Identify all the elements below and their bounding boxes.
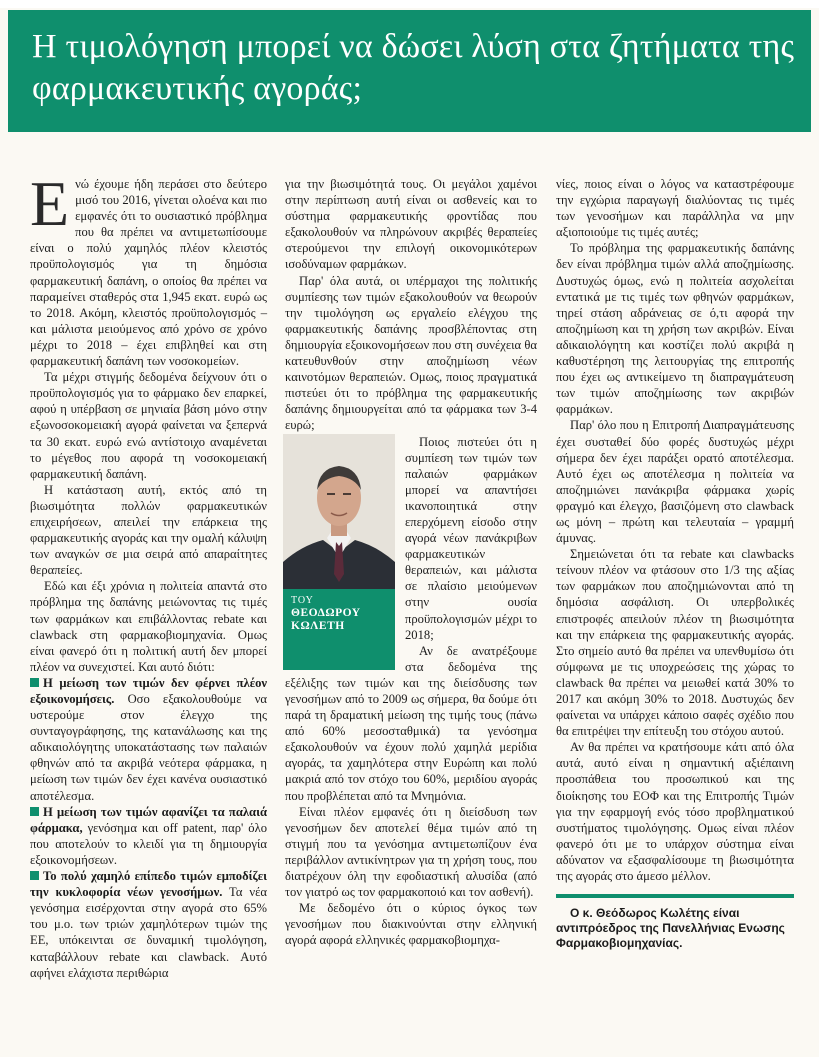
bullet-paragraph xyxy=(30,804,267,868)
bullet-paragraph xyxy=(30,675,267,804)
article-headline: Η τιμολόγηση μπορεί να δώσει λύση στα ζητήματα της φαρμακευτικής αγοράς; xyxy=(32,28,795,107)
bullet-text: γενόσημα και off patent, παρ' όλο που αποτελούν το κλειδί για τη δημιουργία εξοικονομήσεων. xyxy=(30,820,267,867)
bullet-lead: Το πολύ χαμηλό επίπεδο τιμών εμποδίζει την κυκλοφορία νέων γενοσήμων. xyxy=(30,869,267,900)
square-bullet-icon xyxy=(30,871,39,880)
paragraph-text: Παρ' όλα αυτά, οι υπέρμαχοι της πολιτικής συμπίεσης των τιμών εξακολουθούν να θεωρούν την τιμολόγηση ως εργαλείο ελέγχου της φαρμακευτικής δαπάνης προσβλέποντας στη δημιουργία εξοικονομήσεων που στη συνέχεια θα κατευθυνθούν στην αποζημίωση νέων καινοτόμων θεραπειών. Ομως, ποιος πραγματικά πιστεύει ότι το πρόβλημα της φαρμακευτικής δαπάνης δημιουργείται από τα φάρμακα των 3-4 ευρώ; xyxy=(285,273,537,433)
square-bullet-icon xyxy=(30,807,39,816)
article-column-2 xyxy=(285,176,537,949)
paragraph: Ποιος πιστεύει ότι η συμπίεση των τιμών των παλαιών φαρμάκων μπορεί να απαντήσει ικανοποιητικά στην επερχόμενη είσοδο στην αγορά νέων πανάκριβων φαρμακευτικών θεραπειών, και μάλιστα σε πλαίσιο μειούμενων στην ουσία προϋπολογισμών μέχρι το 2018; xyxy=(405,434,537,642)
paragraph xyxy=(30,168,267,369)
paragraph: Είναι πλέον εμφανές ότι η διείσδυση των γενοσήμων δεν αποτελεί θέμα τιμών από τη στιγμή που τα γενόσημα αντιμετωπίζουν ένα περιβάλλον αντικίνητρων για τη χρήση τους, που διατρέχουν όλη την εφοδιαστική αλυσίδα (από τον γιατρό ως τον φαρμακοποιό και τον ασθενή). xyxy=(285,804,537,900)
paragraph-text: νώ έχουμε ήδη περάσει στο δεύτερο μισό του 2016, γίνεται ολοένα και πιο εμφανές ότι το ουσιαστικό πρόβλημα που θα πρέπει να αντιμετωπίσουμε είναι ο πολύ χαμηλός πλέον κλειστός προϋπολογισμός για τη δημόσια φαρμακευτική δαπάνη, ο οποίος θα πρέπει να παραμείνει σταθερός στα 1,945 εκατ. ευρώ ως το 2018. Ακόμη, κλειστός προϋπολογισμός – και μάλιστα μειούμενος από χρόνο σε χρόνο μέχρι το 2018 – έχει επιβληθεί και στη φαρμακευτική δαπάνη των νοσοκομείων. xyxy=(30,177,267,369)
bullet-paragraph xyxy=(30,868,267,981)
paragraph: Παρ' όλο που η Επιτροπή Διαπραγμάτευσης έχει συσταθεί δύο φορές δυστυχώς μέχρι σήμερα δεν έχει παράξει ορατό αποτέλεσμα. Αυτό έχει ως αποτέλεσμα η πολιτεία να αποζημιώνει πανάκριβα φάρμακα χωρίς φραγμό και έλεγχο, βασιζόμενη στο clawback ως μόνη – πρώτη και τελευταία – γραμμή άμυνας. xyxy=(556,418,794,546)
bullet-text: Οσο εξακολουθούμε να υστερούμε στον έλεγχο της συνταγογράφησης, της κατανάλωσης και της αδικαιολόγητης υποκατάστασης των παλαιών φθηνών από τα ακριβά νεότερα φάρμακα, η μείωση των τιμών δεν έχει κανένα ουσιαστικό αποτέλεσμα. xyxy=(30,692,267,803)
author-note: Ο κ. Θεόδωρος Κωλέτης είναι αντιπρόεδρος της Πανελλήνιας Ενωσης Φαρμακοβιομηχανίας. xyxy=(556,906,785,951)
paragraph: Σημειώνεται ότι τα rebate και clawbacks τείνουν πλέον να φτάσουν στο 1/3 της αξίας των φαρμάκων που αποζημιώνονται από τη δημόσια ασφάλιση. Οι υπερβολικές επιστροφές απειλούν πλέον τη βιωσιμότητα και την επάρκεια της φαρμακευτικής αγοράς. Στο σημείο αυτό θα πρέπει να υπενθυμίσω ότι σύμφωνα με τις υποχρεώσεις της χώρας το clawback θα πρέπει να μειωθεί κατά 30% το 2017 και ακόμη 30% το 2018. Δυστυχώς δεν φαίνεται να υπάρχει κάποιο σαφές σχέδιο που θα επιτρέψει την επίτευξη του στόχου αυτού. xyxy=(556,547,794,739)
author-note-divider xyxy=(556,894,794,898)
paragraph: Η κατάσταση αυτή, εκτός από τη βιωσιμότητα πολλών φαρμακευτικών επιχειρήσεων, απειλεί την επάρκεια της φαρμακευτικής αγοράς και την ομαλή κάλυψη των αναγκών σε μια σειρά από απαραίτητες θεραπείες. xyxy=(30,482,267,578)
byline-prefix: ΤΟΥ xyxy=(291,594,314,606)
author-photo xyxy=(283,434,395,589)
byline-name-last: ΚΩΛΕΤΗ xyxy=(291,619,345,632)
paragraph: Αν θα πρέπει να κρατήσουμε κάτι από όλα αυτά, αυτό είναι η σημαντική αξιέπαινη προσπάθεια του προσωπικού και της διοίκησης του ΕΟΦ και της Επιτροπής Τιμών για την εφαρμογή ενός τόσο προβληματικού συστήματος τιμολόγησης. Ομως είναι πλέον φανερό ότι με το υπάρχον σύστημα είναι αδύνατον να εξασφαλίσουμε τη βιωσιμότητα της αγοράς στο άμεσο μέλλον. xyxy=(556,740,794,884)
paragraph: Εδώ και έξι χρόνια η πολιτεία απαντά στο πρόβλημα της δαπάνης μειώνοντας τις τιμές των φαρμάκων και επιβάλλοντας rebate και clawback στη φαρμακοβιομηχανία. Ομως είναι φανερό ότι η πολιτική αυτή δεν μπορεί πλέον να συνεχιστεί. Και αυτό διότι: xyxy=(30,579,267,674)
bullet-lead: Η μείωση των τιμών δεν φέρνει πλέον εξοικονομήσεις. xyxy=(30,675,267,706)
headline-band xyxy=(8,10,811,132)
paragraph: Αν δε ανατρέξουμε στα δεδομένα της εξέλιξης των τιμών και της διείσδυσης των γενοσήμων από το 2009 ως σήμερα, θα δούμε ότι παρά τη δραματική μείωση της τιμής τους (πάνω από 60% μεσοσταθμικά) τα γενόσημα εξακολουθούν να έχουν πολύ χαμηλά μερίδια αγοράς, τα χαμηλότερα στην Ευρώπη και πολύ μακριά από τον στόχο του 60%, μεριδίου αγοράς που προβλέπεται από τα Μνημόνια. xyxy=(285,643,537,803)
author-byline xyxy=(291,594,361,633)
article-column-3 xyxy=(556,176,794,951)
bullet-lead: Η μείωση των τιμών αφανίζει τα παλαιά φάρμακα, xyxy=(30,804,267,835)
author-portrait-icon xyxy=(283,434,395,589)
top-strip xyxy=(0,0,819,8)
paragraph: Το πρόβλημα της φαρμακευτικής δαπάνης δεν είναι πρόβλημα τιμών αλλά αποζημίωσης. Δυστυχώς όμως, ενώ η πολιτεία ασχολείται εντατικά με τις τιμές των φθηνών φαρμάκων, τηρεί στάση αδράνειας σε ό,τι αφορά την αποζημίωση και τη χρήση των ακριβών. Είναι αδικαιολόγητη και κοστίζει πολύ ακριβά η καθυστέρηση της λειτουργίας της επιτροπής που έχει ως αντικείμενο τη διαπραγμάτευση των τιμών αποζημίωσης των ακριβών φαρμάκων. xyxy=(556,241,794,417)
paragraph: Τα μέχρι στιγμής δεδομένα δείχνουν ότι ο προϋπολογισμός για το φάρμακο δεν επαρκεί, αφού η υπέρβαση σε μηνιαία βάση μόνο στην εξωνοσοκομειακή αγορά φαίνεται να ξεπερνά τα 30 εκατ. ευρώ ενώ αντίστοιχο αναμένεται το μέγεθος που αφορά τη νοσοκομειακή φαρμακευτική δαπάνη. xyxy=(30,370,267,481)
byline-name-first: ΘΕΟΔΩΡΟΥ xyxy=(291,606,361,619)
paragraph: Με δεδομένο ότι ο κύριος όγκος των γενοσήμων που διακινούνται στην ελληνική αγορά αφορά ελληνικές φαρμακοβιομηχα- xyxy=(285,901,537,948)
paragraph: για την βιωσιμότητά τους. Οι μεγάλοι χαμένοι στην περίπτωση αυτή είναι οι ασθενείς και το σύστημα φαρμακευτικής φροντίδας που εξακολουθούν να πληρώνουν ακριβές θεραπείες στερούμενοι την επιλογή οικονομικότερων ισοδύναμων φαρμάκων. xyxy=(285,177,537,272)
article-column-1 xyxy=(30,168,267,981)
paragraph: νίες, ποιος είναι ο λόγος να καταστρέφουμε την εγχώρια παραγωγή διαλύοντας τις τιμές των γενοσήμων και παράλληλα να μην αξιοποιούμε τις τιμές αυτές; xyxy=(556,177,794,240)
paragraph xyxy=(285,273,537,434)
author-photo-box xyxy=(283,434,395,670)
bullet-text: Τα νέα γενόσημα εισέρχονται στην αγορά στο 65% του μ.ο. των τριών χαμηλότερων τιμών της ΕΕ, υπόκεινται σε δυναμική τιμολόγηση, καταβάλλουν rebate και clawback. Αυτό αφήνει ελάχιστα περιθώρια xyxy=(30,885,267,980)
square-bullet-icon xyxy=(30,678,39,687)
drop-cap: Ε xyxy=(30,168,70,239)
